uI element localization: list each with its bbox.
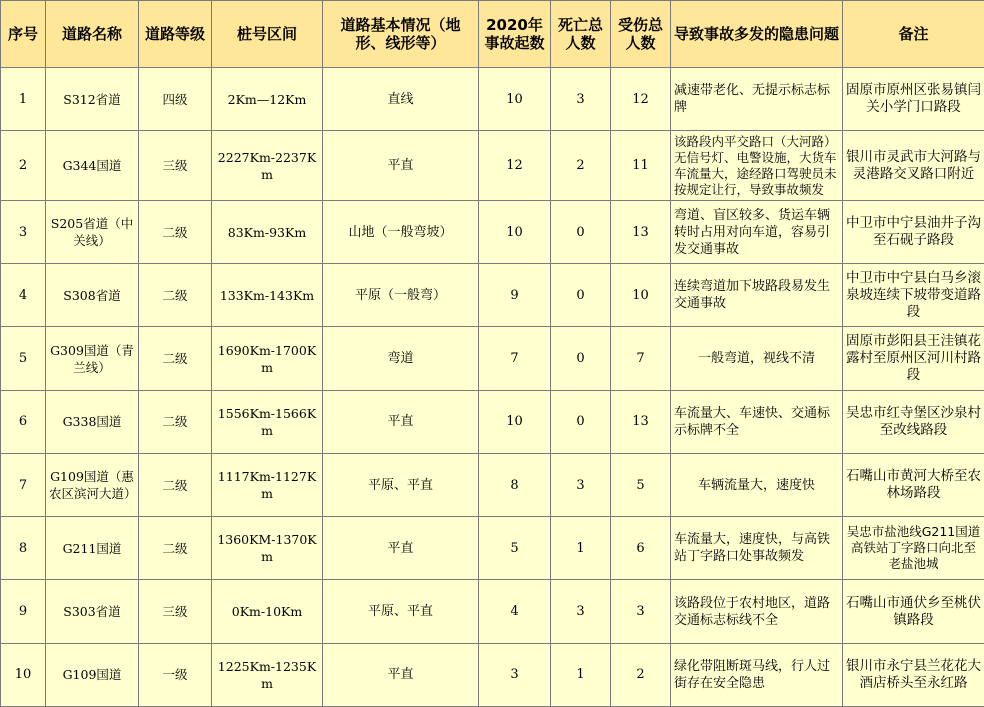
table-row (1, 327, 984, 390)
cell-injuries: 6 (611, 517, 671, 580)
cell-note: 吴忠市红寺堡区沙泉村至改线路段 (843, 390, 984, 453)
cell-stake-range: 1225Km-1235Km (212, 643, 323, 706)
table-row (1, 390, 984, 453)
cell-hazard: 车流量大、车速快、交通标示标牌不全 (671, 390, 843, 453)
table-row (1, 264, 984, 327)
cell-road-condition: 弯道 (323, 327, 479, 390)
cell-road-name: S308省道 (46, 264, 139, 327)
cell-injuries: 3 (611, 580, 671, 643)
cell-note: 固原市彭阳县王洼镇花露村至原州区河川村路段 (843, 327, 984, 390)
table-row (1, 580, 984, 643)
cell-seq: 2 (1, 131, 46, 201)
cell-stake-range: 2227Km-2237Km (212, 131, 323, 201)
header-note: 备注 (843, 1, 984, 68)
table-row (1, 643, 984, 706)
cell-hazard: 绿化带阻断斑马线，行人过街存在安全隐患 (671, 643, 843, 706)
cell-road-grade: 二级 (139, 327, 212, 390)
cell-hazard: 弯道、盲区较多、货运车辆转时占用对向车道，容易引发交通事故 (671, 200, 843, 263)
cell-stake-range: 2Km—12Km (212, 68, 323, 131)
cell-deaths: 0 (551, 327, 611, 390)
cell-road-name: G338国道 (46, 390, 139, 453)
cell-road-condition: 直线 (323, 68, 479, 131)
cell-hazard: 一般弯道，视线不清 (671, 327, 843, 390)
cell-seq: 4 (1, 264, 46, 327)
cell-road-condition: 平直 (323, 131, 479, 201)
cell-hazard: 该路段内平交路口（大河路）无信号灯、电警设施，大货车车流量大，途经路口驾驶员未按规定让行，导致事故频发 (671, 131, 843, 201)
table-row (1, 517, 984, 580)
cell-note: 固原市原州区张易镇闫关小学门口路段 (843, 68, 984, 131)
cell-road-name: S205省道（中关线） (46, 200, 139, 263)
cell-seq: 3 (1, 200, 46, 263)
cell-accident-count: 5 (479, 517, 551, 580)
cell-accident-count: 8 (479, 453, 551, 516)
cell-road-grade: 四级 (139, 68, 212, 131)
header-row (1, 1, 984, 68)
header-seq: 序号 (1, 1, 46, 68)
cell-road-condition: 平直 (323, 517, 479, 580)
cell-road-name: G309国道（青兰线） (46, 327, 139, 390)
cell-note: 中卫市中宁县白马乡滚泉坡连续下坡带变道路段 (843, 264, 984, 327)
cell-accident-count: 9 (479, 264, 551, 327)
cell-seq: 10 (1, 643, 46, 706)
cell-note: 银川市永宁县兰花花大酒店桥头至永红路 (843, 643, 984, 706)
cell-injuries: 13 (611, 200, 671, 263)
header-road-name: 道路名称 (46, 1, 139, 68)
cell-deaths: 2 (551, 131, 611, 201)
cell-deaths: 3 (551, 68, 611, 131)
cell-note: 吴忠市盐池线G211国道高铁站丁字路口向北至老盐池城 (843, 517, 984, 580)
cell-road-grade: 三级 (139, 580, 212, 643)
cell-accident-count: 10 (479, 200, 551, 263)
cell-road-condition: 平直 (323, 643, 479, 706)
table-row (1, 453, 984, 516)
cell-road-grade: 二级 (139, 517, 212, 580)
cell-stake-range: 1690Km-1700Km (212, 327, 323, 390)
cell-road-grade: 二级 (139, 390, 212, 453)
cell-seq: 1 (1, 68, 46, 131)
header-deaths: 死亡总人数 (551, 1, 611, 68)
cell-note: 银川市灵武市大河路与灵港路交叉路口附近 (843, 131, 984, 201)
cell-road-name: S312省道 (46, 68, 139, 131)
cell-injuries: 5 (611, 453, 671, 516)
cell-road-name: S303省道 (46, 580, 139, 643)
cell-accident-count: 4 (479, 580, 551, 643)
cell-seq: 6 (1, 390, 46, 453)
cell-road-grade: 二级 (139, 200, 212, 263)
cell-road-condition: 平直 (323, 390, 479, 453)
cell-injuries: 11 (611, 131, 671, 201)
cell-injuries: 2 (611, 643, 671, 706)
cell-road-grade: 三级 (139, 131, 212, 201)
cell-accident-count: 7 (479, 327, 551, 390)
cell-road-condition: 平原（一般弯） (323, 264, 479, 327)
cell-hazard: 该路段位于农村地区，道路交通标志标线不全 (671, 580, 843, 643)
cell-note: 中卫市中宁县油井子沟至石砚子路段 (843, 200, 984, 263)
header-stake-range: 桩号区间 (212, 1, 323, 68)
header-road-grade: 道路等级 (139, 1, 212, 68)
cell-accident-count: 10 (479, 390, 551, 453)
cell-hazard: 减速带老化、无提示标志标牌 (671, 68, 843, 131)
cell-road-condition: 山地（一般弯坡） (323, 200, 479, 263)
cell-hazard: 车流量大，速度快，与高铁站丁字路口处事故频发 (671, 517, 843, 580)
cell-road-name: G109国道（惠农区滨河大道） (46, 453, 139, 516)
cell-road-condition: 平原、平直 (323, 453, 479, 516)
cell-injuries: 7 (611, 327, 671, 390)
cell-road-name: G344国道 (46, 131, 139, 201)
cell-stake-range: 83Km-93Km (212, 200, 323, 263)
cell-seq: 9 (1, 580, 46, 643)
cell-deaths: 0 (551, 390, 611, 453)
cell-stake-range: 1117Km-1127Km (212, 453, 323, 516)
cell-seq: 7 (1, 453, 46, 516)
table-row (1, 68, 984, 131)
cell-seq: 5 (1, 327, 46, 390)
cell-deaths: 3 (551, 453, 611, 516)
cell-deaths: 3 (551, 580, 611, 643)
cell-injuries: 13 (611, 390, 671, 453)
cell-injuries: 12 (611, 68, 671, 131)
header-injuries: 受伤总人数 (611, 1, 671, 68)
cell-hazard: 连续弯道加下坡路段易发生交通事故 (671, 264, 843, 327)
cell-accident-count: 12 (479, 131, 551, 201)
cell-road-condition: 平原、平直 (323, 580, 479, 643)
cell-road-grade: 二级 (139, 453, 212, 516)
cell-note: 石嘴山市通伏乡至桃伏镇路段 (843, 580, 984, 643)
cell-road-name: G109国道 (46, 643, 139, 706)
header-hazard: 导致事故多发的隐患问题 (671, 1, 843, 68)
cell-stake-range: 0Km-10Km (212, 580, 323, 643)
cell-deaths: 1 (551, 643, 611, 706)
cell-stake-range: 1360KM-1370Km (212, 517, 323, 580)
cell-stake-range: 1556Km-1566Km (212, 390, 323, 453)
cell-seq: 8 (1, 517, 46, 580)
cell-accident-count: 10 (479, 68, 551, 131)
cell-deaths: 0 (551, 264, 611, 327)
cell-road-grade: 一级 (139, 643, 212, 706)
table-row (1, 131, 984, 201)
cell-hazard: 车辆流量大，速度快 (671, 453, 843, 516)
cell-accident-count: 3 (479, 643, 551, 706)
cell-deaths: 0 (551, 200, 611, 263)
table-row (1, 200, 984, 263)
cell-injuries: 10 (611, 264, 671, 327)
header-accident-count: 2020年事故起数 (479, 1, 551, 68)
cell-deaths: 1 (551, 517, 611, 580)
header-road-condition: 道路基本情况（地形、线形等） (323, 1, 479, 68)
cell-stake-range: 133Km-143Km (212, 264, 323, 327)
cell-road-grade: 二级 (139, 264, 212, 327)
cell-road-name: G211国道 (46, 517, 139, 580)
cell-note: 石嘴山市黄河大桥至农林场路段 (843, 453, 984, 516)
